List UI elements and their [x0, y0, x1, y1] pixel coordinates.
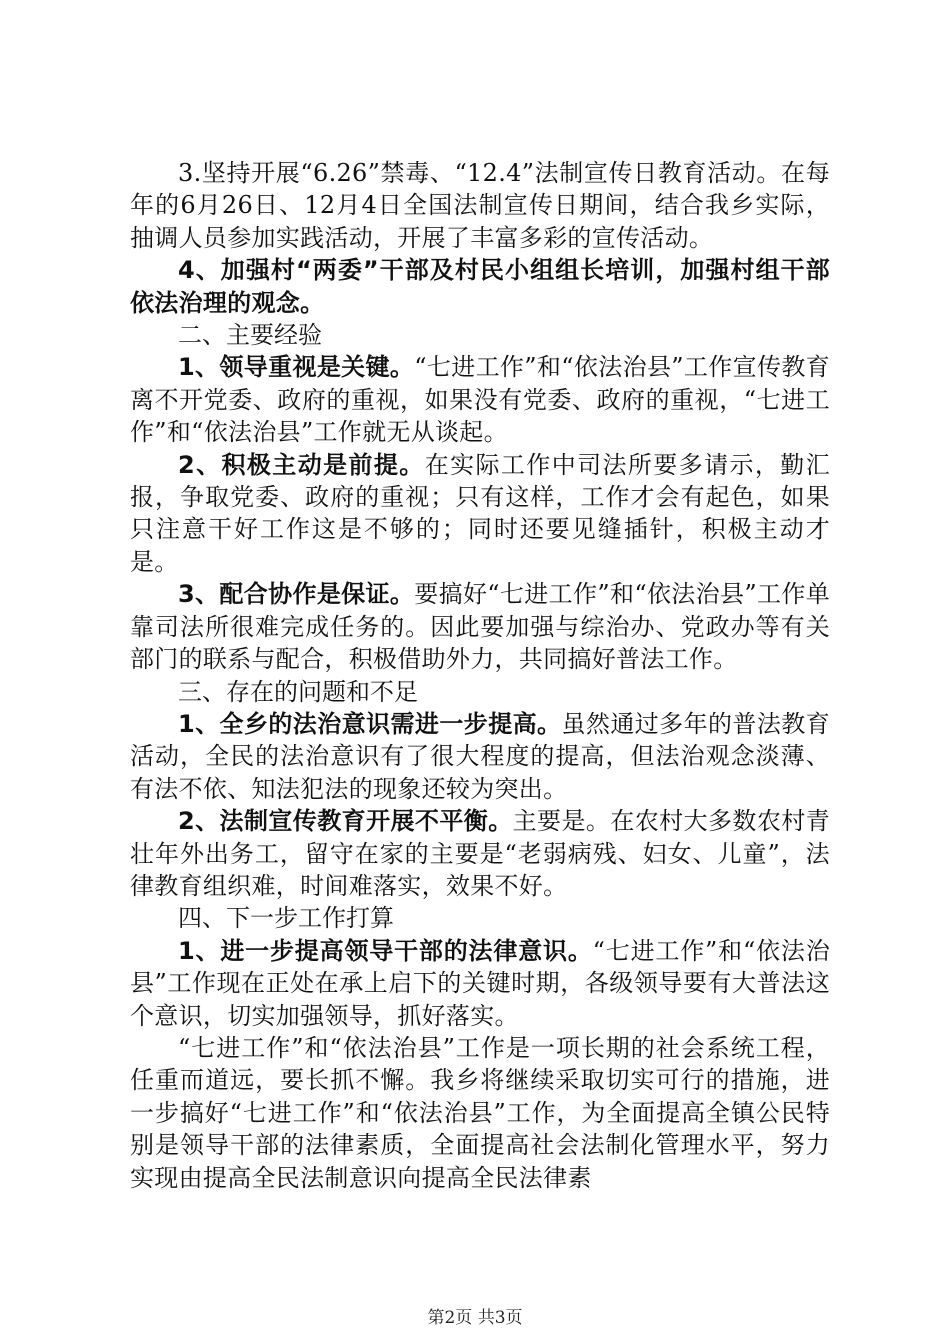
paragraph-initiative-premise — [130, 449, 830, 579]
paragraph-drug-awareness: 3.坚持开展“6.26”禁毒、“12.4”法制宣传日教育活动。在每年的6月26日、12月4日全国法制宣传日期间，结合我乡实际，抽调人员参加实践活动，开展了丰富多彩的宣传活动。 — [130, 159, 830, 252]
section-heading-next-steps: 四、下一步工作打算 — [178, 904, 394, 933]
paragraph-lead-text: 2、法制宣传教育开展不平衡。 — [178, 807, 513, 836]
paragraph-leadership-key — [130, 351, 830, 448]
paragraph-cooperation-guarantee — [130, 578, 830, 675]
paragraph-body-text: “七进工作”和“依法治县”工作现在正处在承上启下的关键时期，各级领导要有大普法这个意识，切实加强领导，抓好落实。 — [130, 936, 830, 1030]
paragraph-lead-text: 1、进一步提高领导干部的法律意识。 — [178, 936, 593, 965]
paragraph-legal-awareness — [130, 708, 830, 805]
paragraph-lead-text: 3、配合协作是保证。 — [178, 580, 415, 609]
paragraph-body-text: 在实际工作中司法所要多请示，勤汇报，争取党委、政府的重视；只有这样，工作才会有起色，如果只注意干好工作这是不够的；同时还要见缝插针，积极主动才是。 — [130, 450, 830, 576]
paragraph-lead-text: 1、领导重视是关键。 — [178, 353, 415, 382]
paragraph-body-text: 虽然通过多年的普法教育活动，全民的法治意识有了很大程度的提高，但法治观念淡薄、有法不依、知法犯法的现象还较为突出。 — [130, 709, 830, 803]
section-heading-main-experience: 二、主要经验 — [178, 321, 322, 350]
paragraph-village-training: 4、加强村“两委”干部及村民小组组长培训，加强村组干部依法治理的观念。 — [130, 256, 830, 317]
paragraph-uneven-education — [130, 805, 830, 902]
section-heading-problems: 三、存在的问题和不足 — [178, 677, 418, 706]
paragraph-body-text: 要搞好“七进工作”和“依法治县”工作单靠司法所很难完成任务的。因此要加强与综治办、党政办等有关部门的联系与配合，积极借助外力，共同搞好普法工作。 — [130, 580, 831, 674]
paragraph-lead-text: 2、积极主动是前提。 — [178, 450, 425, 479]
document-body — [130, 157, 830, 1194]
page-number-footer: 第2页 共3页 — [427, 1308, 523, 1328]
paragraph-conclusion: “七进工作”和“依法治县”工作是一项长期的社会系统工程，任重而道远，要长抓不懈。我乡将继续采取切实可行的措施，进一步搞好“七进工作”和“依法治县”工作，为全面提高全镇公民特别是领导干部的法律素质，全面提高社会法制化管理水平，努力实现由提高全民法制意识向提高全民法律素 — [130, 1033, 830, 1192]
paragraph-cadre-awareness — [130, 935, 830, 1032]
paragraph-body-text: 主要是。在农村大多数农村青壮年外出务工，留守在家的主要是“老弱病残、妇女、儿童”，法律教育组织难，时间难落实，效果不好。 — [130, 807, 830, 900]
paragraph-lead-text: 1、全乡的法治意识需进一步提高。 — [178, 709, 562, 738]
paragraph-body-text: “七进工作”和“依法治县”工作宣传教育离不开党委、政府的重视，如果没有党委、政府的重视，“七进工作”和“依法治县”工作就无从谈起。 — [130, 353, 831, 447]
